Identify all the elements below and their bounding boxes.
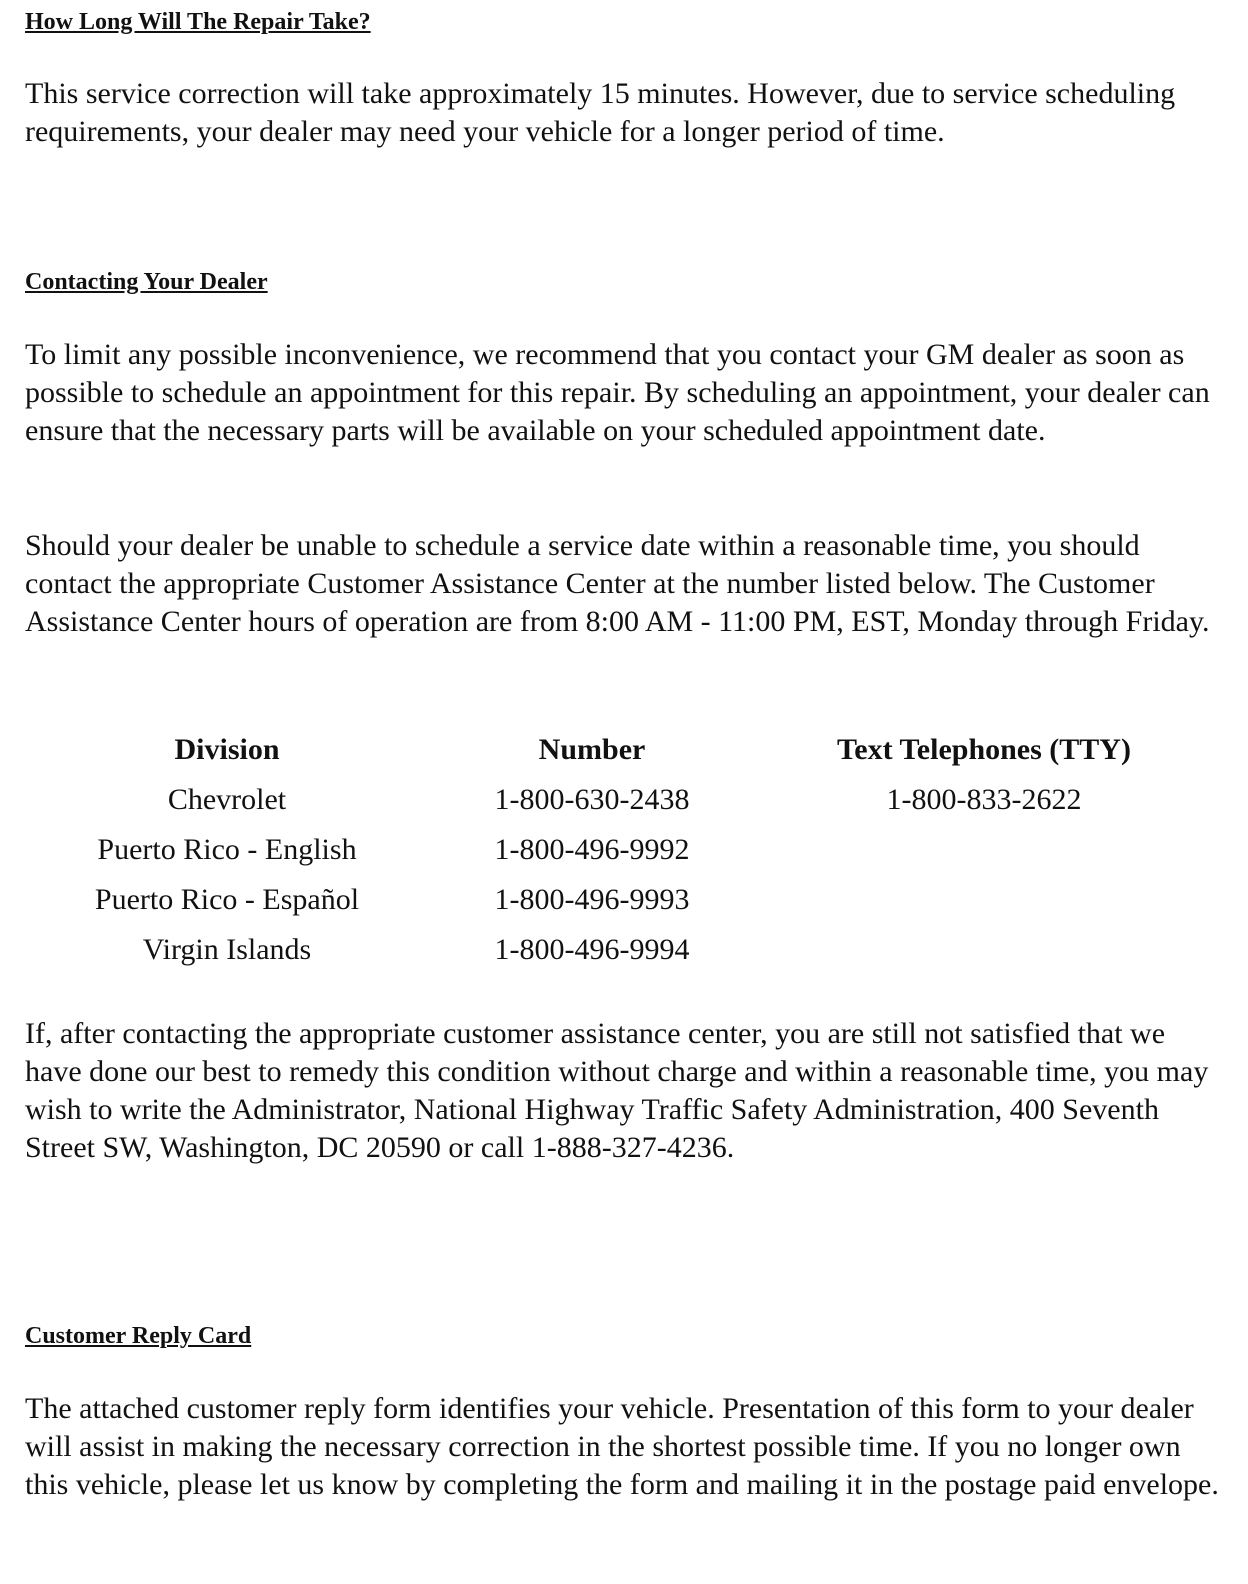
section-heading-contacting-dealer: Contacting Your Dealer [25,269,268,295]
tty-cell [730,875,1238,925]
table-header-row [0,725,1238,775]
tty-cell [730,925,1238,975]
nhtsa-paragraph: If, after contacting the appropriate customer assistance center, you are still not satisfied that we have done our best to remedy this condition without charge and within a reasonable time, you may wish to write the Administrator, National Highway Traffic Safety Administration, 400 Seventh Street SW, Washington, DC 20590 or call 1-888-327-4236. [25,1017,1209,1164]
table-row [0,825,1238,875]
number-cell: 1-800-630-2438 [494,783,690,816]
table-row [0,875,1238,925]
section-heading-reply-card: Customer Reply Card [25,1323,252,1349]
reply-card-paragraph: The attached customer reply form identifies your vehicle. Presentation of this form to your dealer will assist in making the necessary correction in the shortest possible time. If you no longer own this vehicle, please let us know by completing the form and mailing it in the postage paid envelope. [25,1392,1219,1501]
tty-cell [730,825,1238,875]
number-cell: 1-800-496-9993 [494,883,690,916]
division-phone-table [0,725,1238,975]
repair-time-paragraph: This service correction will take approximately 15 minutes. However, due to service scheduling requirements, your dealer may need your vehicle for a longer period of time. [25,77,1176,148]
section-heading-repair-time: How Long Will The Repair Take? [25,9,371,35]
division-cell: Puerto Rico - English [97,833,357,866]
division-cell: Puerto Rico - Español [94,883,360,916]
header-number: Number [538,733,646,766]
division-cell: Chevrolet [167,783,287,816]
header-division: Division [174,733,280,766]
contact-dealer-paragraph: To limit any possible inconvenience, we recommend that you contact your GM dealer as soon as possible to schedule an appointment for this repair. By scheduling an appointment, your dealer can ensure that the necessary parts will be available on your scheduled appointment date. [25,338,1210,447]
table-row [0,925,1238,975]
number-cell: 1-800-496-9994 [494,933,690,966]
assistance-center-paragraph: Should your dealer be unable to schedule a service date within a reasonable time, you should contact the appropriate Customer Assistance Center at the number listed below. The Customer Assistance Center hours of operation are from 8:00 AM - 11:00 PM, EST, Monday through Friday. [25,529,1210,638]
tty-cell: 1-800-833-2622 [886,783,1082,816]
division-cell: Virgin Islands [142,933,312,966]
header-tty: Text Telephones (TTY) [837,733,1131,766]
table-row [0,775,1238,825]
number-cell: 1-800-496-9992 [494,833,690,866]
